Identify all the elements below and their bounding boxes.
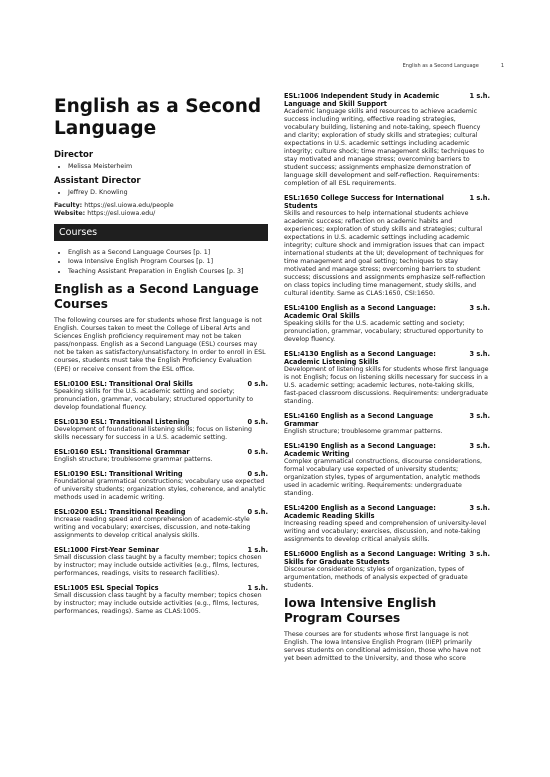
course-entry xyxy=(284,550,490,590)
course-title: ESL:0130 ESL: Transitional Listening xyxy=(54,417,190,426)
website-label: Website: xyxy=(54,210,86,217)
course-entry xyxy=(54,508,268,540)
course-title: ESL:1006 Independent Study in Academic Language and Skill Support xyxy=(284,92,440,108)
course-description: Small discussion class taught by a faculty member; topics chosen by instructor; may include outside activities (e.g., films, lectures, performances, readings). Same as CLAS:1005. xyxy=(54,591,262,615)
course-credits: 3 s.h. xyxy=(469,304,490,312)
course-title: ESL:4160 English as a Second Language Grammar xyxy=(284,412,434,428)
website-link[interactable]: https://esl.uiowa.edu/ xyxy=(87,210,156,217)
course-entry xyxy=(54,418,268,442)
course-title: ESL:1000 First-Year Seminar xyxy=(54,545,159,554)
website-line xyxy=(54,210,268,218)
course-title: ESL:4130 English as a Second Language: Academic Listening Skills xyxy=(284,350,436,366)
course-credits: 0 s.h. xyxy=(247,379,268,388)
section-intro: These courses are for students whose first language is not English. The Iowa Intensive English Program (IIEP) primarily serves students on conditional admission, those who have not yet been admitted to the University, and those who score xyxy=(284,631,481,663)
course-entry xyxy=(284,504,490,544)
course-entry xyxy=(284,92,490,188)
course-entry xyxy=(284,194,490,298)
left-column xyxy=(54,92,268,622)
course-description: English structure; troublesome grammar patterns. xyxy=(284,428,443,435)
course-entry xyxy=(54,546,268,578)
course-description: Academic language skills and resources to achieve academic success including writing, effective reading strategies, vocabulary building, listening and note-taking, speech fluency and clarity; exploration of study skills and strategies; cultural expectations in U.S. academic settings including academic integrity; culture shock; time management skills; techniques to stay motivated and manage stress; overcoming barriers to student success; assignments emphasize demonstration of language skill development and self-reflection. Requirements: completion of all ESL requirements. xyxy=(284,108,485,187)
course-title: ESL:4190 English as a Second Language: Academic Writing xyxy=(284,442,436,458)
director-name: • Melissa Meisterheim xyxy=(68,162,268,171)
course-title: ESL:0100 ESL: Transitional Oral Skills xyxy=(54,379,193,388)
course-title: ESL:0160 ESL: Transitional Grammar xyxy=(54,447,190,456)
course-credits: 1 s.h. xyxy=(469,194,490,202)
course-description: Speaking skills for the U.S. academic setting and society; pronunciation, grammar, vocabulary; structured opportunity to develop foundational fluency. xyxy=(54,387,254,411)
page-number: 1 xyxy=(500,63,504,69)
course-entry xyxy=(284,350,490,406)
page-title: English as a Second Language xyxy=(54,96,262,139)
course-description: Small discussion class taught by a faculty member; topics chosen by instructor; may include outside activities (e.g., films, lectures, performances, readings, visits to research facilities). xyxy=(54,553,262,577)
course-link[interactable]: • English as a Second Language Courses [p. 1] xyxy=(68,248,268,257)
course-title: ESL:0190 ESL: Transitional Writing xyxy=(54,469,183,478)
course-credits: 0 s.h. xyxy=(247,507,268,516)
course-entry xyxy=(54,584,268,616)
course-credits: 1 s.h. xyxy=(247,545,268,554)
right-column xyxy=(284,92,490,669)
course-description: Complex grammatical constructions, discourse considerations, formal vocabulary use expected of university students; organization styles, types of argumentation, analytic methods used in academic writing. Requirements: undergraduate standing. xyxy=(284,458,483,497)
running-title: English as a Second Language xyxy=(402,63,479,69)
course-links xyxy=(54,248,268,276)
course-description: Skills and resources to help international students achieve academic success; reflection on academic habits and experiences; exploration of study skills and strategies; cultural expectations in U.S. academic settings including academic integrity; culture shock and immigration issues that can impact international students at the UI; development of techniques for time management and goal setting; techniques to stay motivated and manage stress; overcoming barriers to student success; discussions and assignments emphasize self-reflection on class topics including time management, study skills, and cultural identity. Same as CLAS:1650, CSI:1650. xyxy=(284,210,486,297)
assistant-director-list xyxy=(54,188,268,197)
course-title: ESL:6000 English as a Second Language: Writing Skills for Graduate Students xyxy=(284,550,466,566)
faculty-label: Faculty: xyxy=(54,202,83,209)
section-heading: Iowa Intensive English Program Courses xyxy=(284,596,437,625)
course-credits: 1 s.h. xyxy=(247,583,268,592)
course-description: Discourse considerations; styles of organization, types of argumentation, methods of analysis expected of graduate students. xyxy=(284,566,468,589)
course-entry xyxy=(284,304,490,344)
section-heading: English as a Second Language Courses xyxy=(54,282,259,312)
course-credits: 0 s.h. xyxy=(247,469,268,478)
course-link[interactable]: • Teaching Assistant Preparation in English Courses [p. 3] xyxy=(68,267,268,276)
assistant-director-heading: Assistant Director xyxy=(54,176,141,186)
section-intro: The following courses are for students whose first language is not English. Courses taken to meet the College of Liberal Arts and Sciences English proficiency requirement may not be taken pass/nonpass. English as a Second Language (ESL) courses may not be taken as satisfactory/unsatisfactory. In order to enroll in ESL courses, students must take the English Proficiency Evaluation (EPE) or receive consent from the ESL office. xyxy=(54,317,266,373)
course-title: ESL:4200 English as a Second Language: Academic Reading Skills xyxy=(284,504,436,520)
director-heading: Director xyxy=(54,150,94,160)
course-description: Development of foundational listening skills; focus on listening skills necessary for success in a U.S. academic setting. xyxy=(54,425,252,441)
course-entry xyxy=(54,380,268,412)
course-title: ESL:1650 College Success for International Students xyxy=(284,194,444,210)
faculty-line xyxy=(54,202,268,210)
course-credits: 0 s.h. xyxy=(247,417,268,426)
assistant-director-name: • Jeffrey D. Knowling xyxy=(68,188,268,197)
course-description: Speaking skills for the U.S. academic setting and society; pronunciation, grammar, vocabulary; structured opportunity to develop fluency. xyxy=(284,320,484,343)
course-entry xyxy=(284,442,490,498)
course-entry xyxy=(54,470,268,502)
course-link[interactable]: • Iowa Intensive English Program Courses [p. 1] xyxy=(68,257,268,266)
course-entry xyxy=(284,412,490,436)
course-credits: 3 s.h. xyxy=(469,504,490,512)
course-entry xyxy=(54,448,268,464)
course-description: Increasing reading speed and comprehension of university-level writing and vocabulary; exercises, discussion, and note-taking assignments to develop critical analysis skills. xyxy=(284,520,487,543)
course-title: ESL:4100 English as a Second Language: Academic Oral Skills xyxy=(284,304,436,320)
course-credits: 1 s.h. xyxy=(469,92,490,100)
faculty-link[interactable]: https://esl.uiowa.edu/people xyxy=(84,202,174,209)
course-description: Development of listening skills for students whose first language is not English; focus on listening skills necessary for success in a U.S. academic setting; academic lectures, note-taking skills, fast-paced classroom discussions. Requirements: undergraduate standing. xyxy=(284,366,489,405)
course-credits: 3 s.h. xyxy=(469,442,490,450)
course-description: Increase reading speed and comprehension of academic-style writing and vocabulary; exercises, discussion, and note-taking assignments to develop critical analysis skills. xyxy=(54,515,251,539)
course-title: ESL:1005 ESL Special Topics xyxy=(54,583,159,592)
director-list xyxy=(54,162,268,171)
course-title: ESL:0200 ESL: Transitional Reading xyxy=(54,507,186,516)
course-credits: 3 s.h. xyxy=(469,350,490,358)
course-description: English structure; troublesome grammar patterns. xyxy=(54,455,213,463)
course-credits: 0 s.h. xyxy=(247,447,268,456)
course-credits: 3 s.h. xyxy=(469,412,490,420)
courses-bar: Courses xyxy=(54,224,268,241)
running-header xyxy=(403,63,504,69)
course-credits: 3 s.h. xyxy=(469,550,490,558)
course-description: Foundational grammatical constructions; vocabulary use expected of university students; organization styles, coherence, and analytic methods used in academic writing. xyxy=(54,477,266,501)
